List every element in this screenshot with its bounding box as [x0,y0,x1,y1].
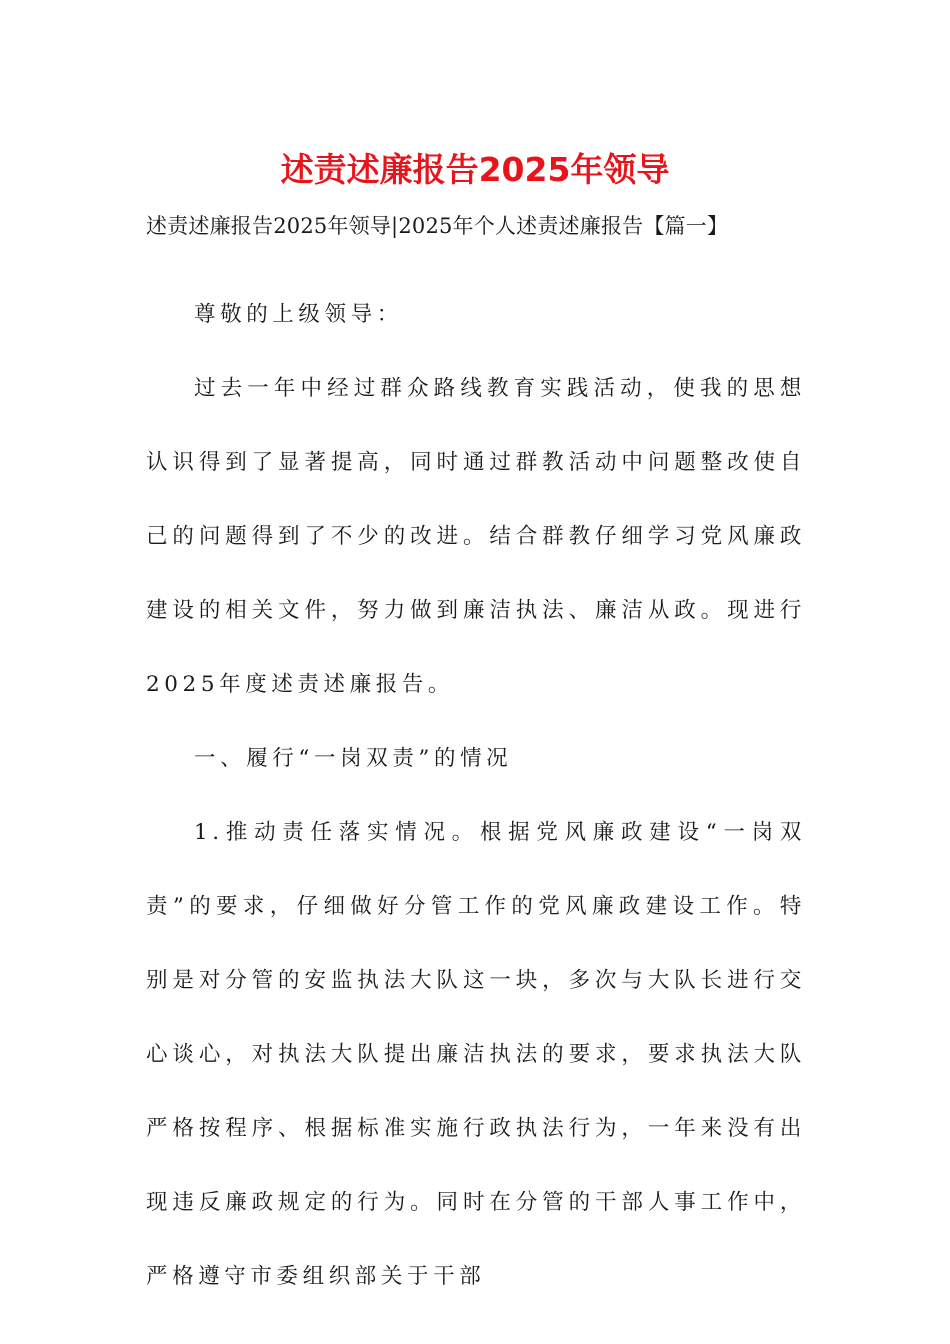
document-title: 述责述廉报告2025年领导 [280,150,670,189]
document-subtitle: 述责述廉报告2025年领导|2025年个人述责述廉报告【篇一】 [146,214,729,238]
body-paragraph: 1.推动责任落实情况。根据党风廉政建设“一岗双责”的要求，仔细做好分管工作的党风廉政建设工作。特别是对分管的安监执法大队这一块，多次与大队长进行交心谈心，对执法大队提出廉洁执法的要求，要求执法大队严格按程序、根据标准实施行政执法行为，一年来没有出现违反廉政规定的行为。同时在分管的干部人事工作中，严格遵守市委组织部关于干部 [146,820,806,1289]
document-body [146,278,806,1314]
intro-paragraph: 过去一年中经过群众路线教育实践活动，使我的思想认识得到了显著提高，同时通过群教活动中问题整改使自己的问题得到了不少的改进。结合群教仔细学习党风廉政建设的相关文件，努力做到廉洁执法、廉洁从政。现进行2025年度述责述廉报告。 [146,376,806,697]
salutation-paragraph: 尊敬的上级领导： [194,302,403,327]
section-heading: 一、履行“一岗双责”的情况 [194,746,513,771]
